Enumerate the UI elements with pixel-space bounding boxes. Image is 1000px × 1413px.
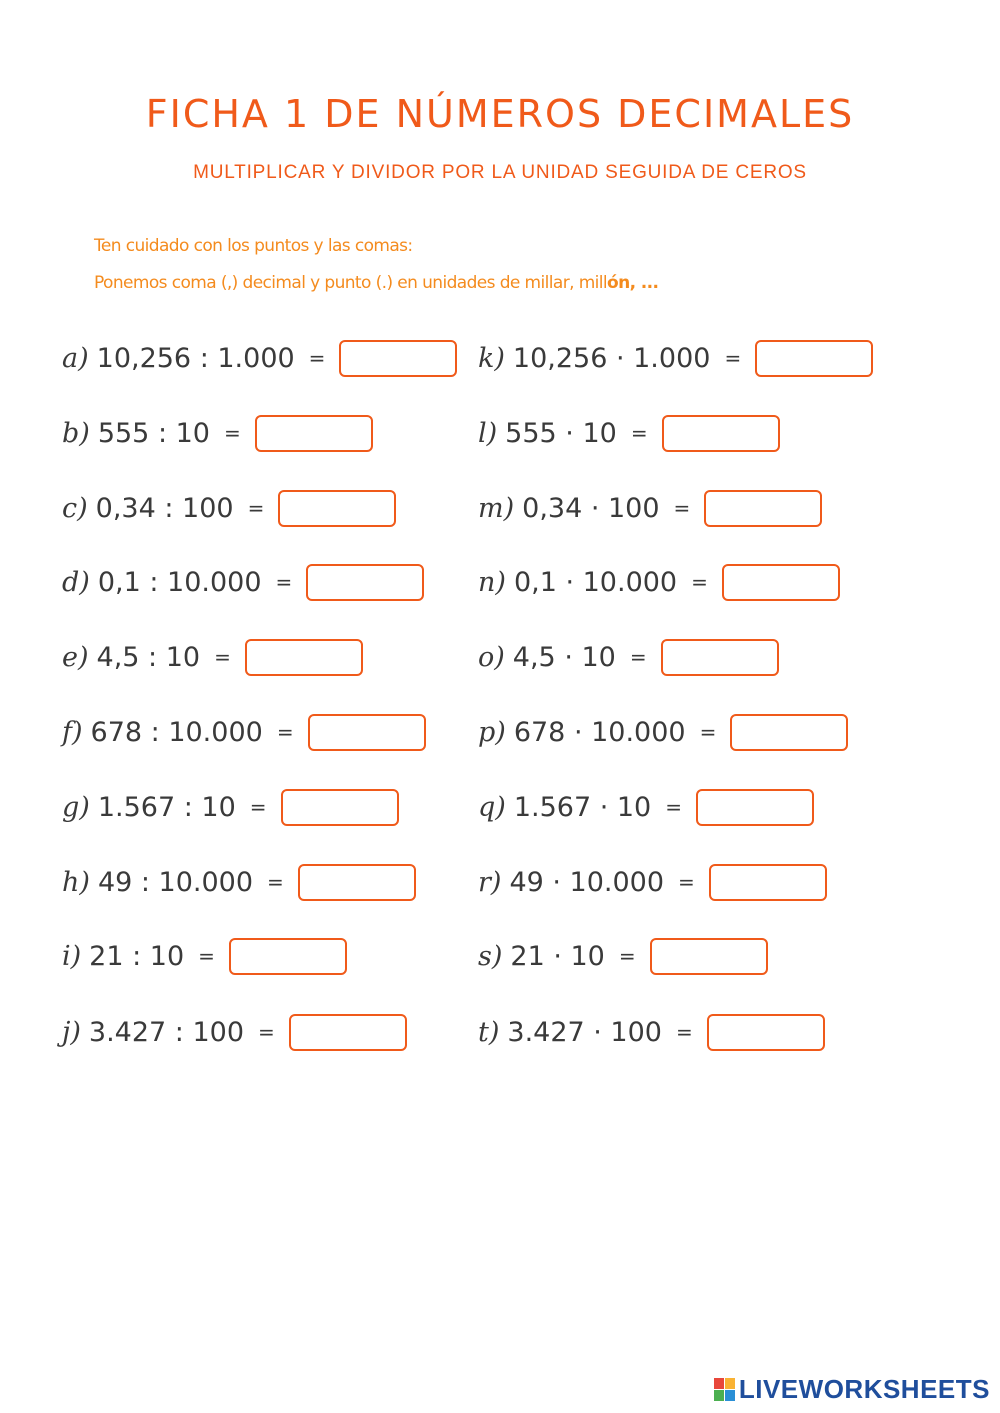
exercise-label: t) [478,1016,500,1048]
exercise-label: c) [62,492,88,524]
answer-input-f[interactable] [308,714,426,751]
answer-input-a[interactable] [339,340,457,377]
exercise-expression: 21 : 10 [89,940,185,972]
answer-input-i[interactable] [229,938,347,975]
equals-sign: = [630,421,648,445]
exercise-label: h) [62,866,90,898]
exercise-label: q) [478,791,506,823]
exercise-k [478,338,873,378]
equals-sign: = [629,645,647,669]
exercise-label: j) [62,1016,81,1048]
exercise-expression: 3.427 · 100 [507,1016,662,1048]
exercise-m [478,488,822,528]
exercise-s [478,936,768,976]
logo-square-icon [714,1390,724,1401]
equals-sign: = [678,870,695,894]
exercise-expression: 678 : 10.000 [90,716,263,748]
equals-sign: = [665,795,682,819]
exercise-h [62,862,416,902]
equals-sign: = [691,570,708,594]
answer-input-j[interactable] [289,1014,407,1051]
answer-input-k[interactable] [755,340,873,377]
note-line-2 [94,273,658,293]
exercise-a [62,338,457,378]
exercise-b [62,413,373,453]
exercise-expression: 678 · 10.000 [513,716,686,748]
note-line-2-text: Ponemos coma (,) decimal y punto (.) en unidades de millar, mill [94,273,608,293]
logo-square-icon [714,1378,724,1389]
equals-sign: = [198,944,215,968]
answer-input-q[interactable] [696,789,814,826]
note-line-2-bold: ón, ... [607,273,659,293]
exercise-expression: 555 : 10 [97,417,210,449]
exercise-expression: 0,34 : 100 [95,492,234,524]
answer-input-e[interactable] [245,639,363,676]
exercise-expression: 49 · 10.000 [509,866,665,898]
exercise-expression: 49 : 10.000 [97,866,254,898]
exercise-expression: 0,1 : 10.000 [97,566,262,598]
answer-input-s[interactable] [650,938,768,975]
answer-input-r[interactable] [709,864,827,901]
exercise-q [478,787,814,827]
exercise-expression: 0,1 · 10.000 [513,566,678,598]
exercise-expression: 0,34 · 100 [522,492,660,524]
logo-square-icon [725,1378,735,1389]
note-line-1: Ten cuidado con los puntos y las comas: [94,236,413,256]
exercise-expression: 21 · 10 [510,940,605,972]
page-subtitle: MULTIPLICAR Y DIVIDOR POR LA UNIDAD SEGUIDA DE CEROS [193,162,807,183]
logo-square-icon [725,1390,735,1401]
exercise-label: s) [478,940,503,972]
exercise-r [478,862,827,902]
exercise-expression: 4,5 · 10 [512,641,616,673]
answer-input-d[interactable] [306,564,424,601]
logo-mark-icon [714,1378,735,1401]
exercise-label: f) [62,716,83,748]
exercise-label: p) [478,716,506,748]
exercise-label: l) [478,417,498,449]
answer-input-g[interactable] [281,789,399,826]
exercise-o [478,637,779,677]
exercise-j [62,1012,407,1052]
answer-input-b[interactable] [255,415,373,452]
exercise-f [62,712,426,752]
answer-input-h[interactable] [298,864,416,901]
equals-sign: = [247,496,265,520]
equals-sign: = [618,944,636,968]
exercise-expression: 10,256 · 1.000 [512,342,711,374]
equals-sign: = [673,496,691,520]
equals-sign: = [223,421,241,445]
exercise-label: a) [62,342,89,374]
equals-sign: = [249,795,267,819]
equals-sign: = [276,720,294,744]
equals-sign: = [267,870,284,894]
exercise-label: i) [62,940,82,972]
equals-sign: = [675,1020,693,1044]
equals-sign: = [214,645,231,669]
exercise-p [478,712,848,752]
exercise-expression: 1.567 · 10 [513,791,652,823]
exercise-label: k) [478,342,505,374]
exercise-label: n) [478,566,506,598]
equals-sign: = [275,570,293,594]
exercise-d [62,562,424,602]
answer-input-t[interactable] [707,1014,825,1051]
answer-input-p[interactable] [730,714,848,751]
exercise-label: b) [62,417,90,449]
page-title: FICHA 1 DE NÚMEROS DECIMALES [145,92,855,136]
equals-sign: = [258,1020,275,1044]
exercise-label: m) [478,492,515,524]
answer-input-m[interactable] [704,490,822,527]
exercise-l [478,413,780,453]
answer-input-n[interactable] [722,564,840,601]
exercise-i [62,936,347,976]
equals-sign: = [699,720,717,744]
exercise-label: r) [478,866,502,898]
exercise-e [62,637,363,677]
exercise-expression: 4,5 : 10 [96,641,201,673]
answer-input-o[interactable] [661,639,779,676]
exercise-label: e) [62,641,89,673]
exercise-t [478,1012,825,1052]
exercise-expression: 1.567 : 10 [97,791,236,823]
liveworksheets-logo [714,1374,990,1405]
exercise-g [62,787,399,827]
exercise-label: d) [62,566,90,598]
exercise-label: g) [62,791,90,823]
logo-text: LIVEWORKSHEETS [738,1374,990,1404]
answer-input-l[interactable] [662,415,780,452]
exercise-c [62,488,396,528]
exercise-expression: 10,256 : 1.000 [96,342,295,374]
equals-sign: = [724,346,742,370]
exercise-label: o) [478,641,505,673]
exercise-n [478,562,840,602]
equals-sign: = [308,346,326,370]
answer-input-c[interactable] [278,490,396,527]
exercise-expression: 555 · 10 [505,417,617,449]
exercise-expression: 3.427 : 100 [88,1016,244,1048]
